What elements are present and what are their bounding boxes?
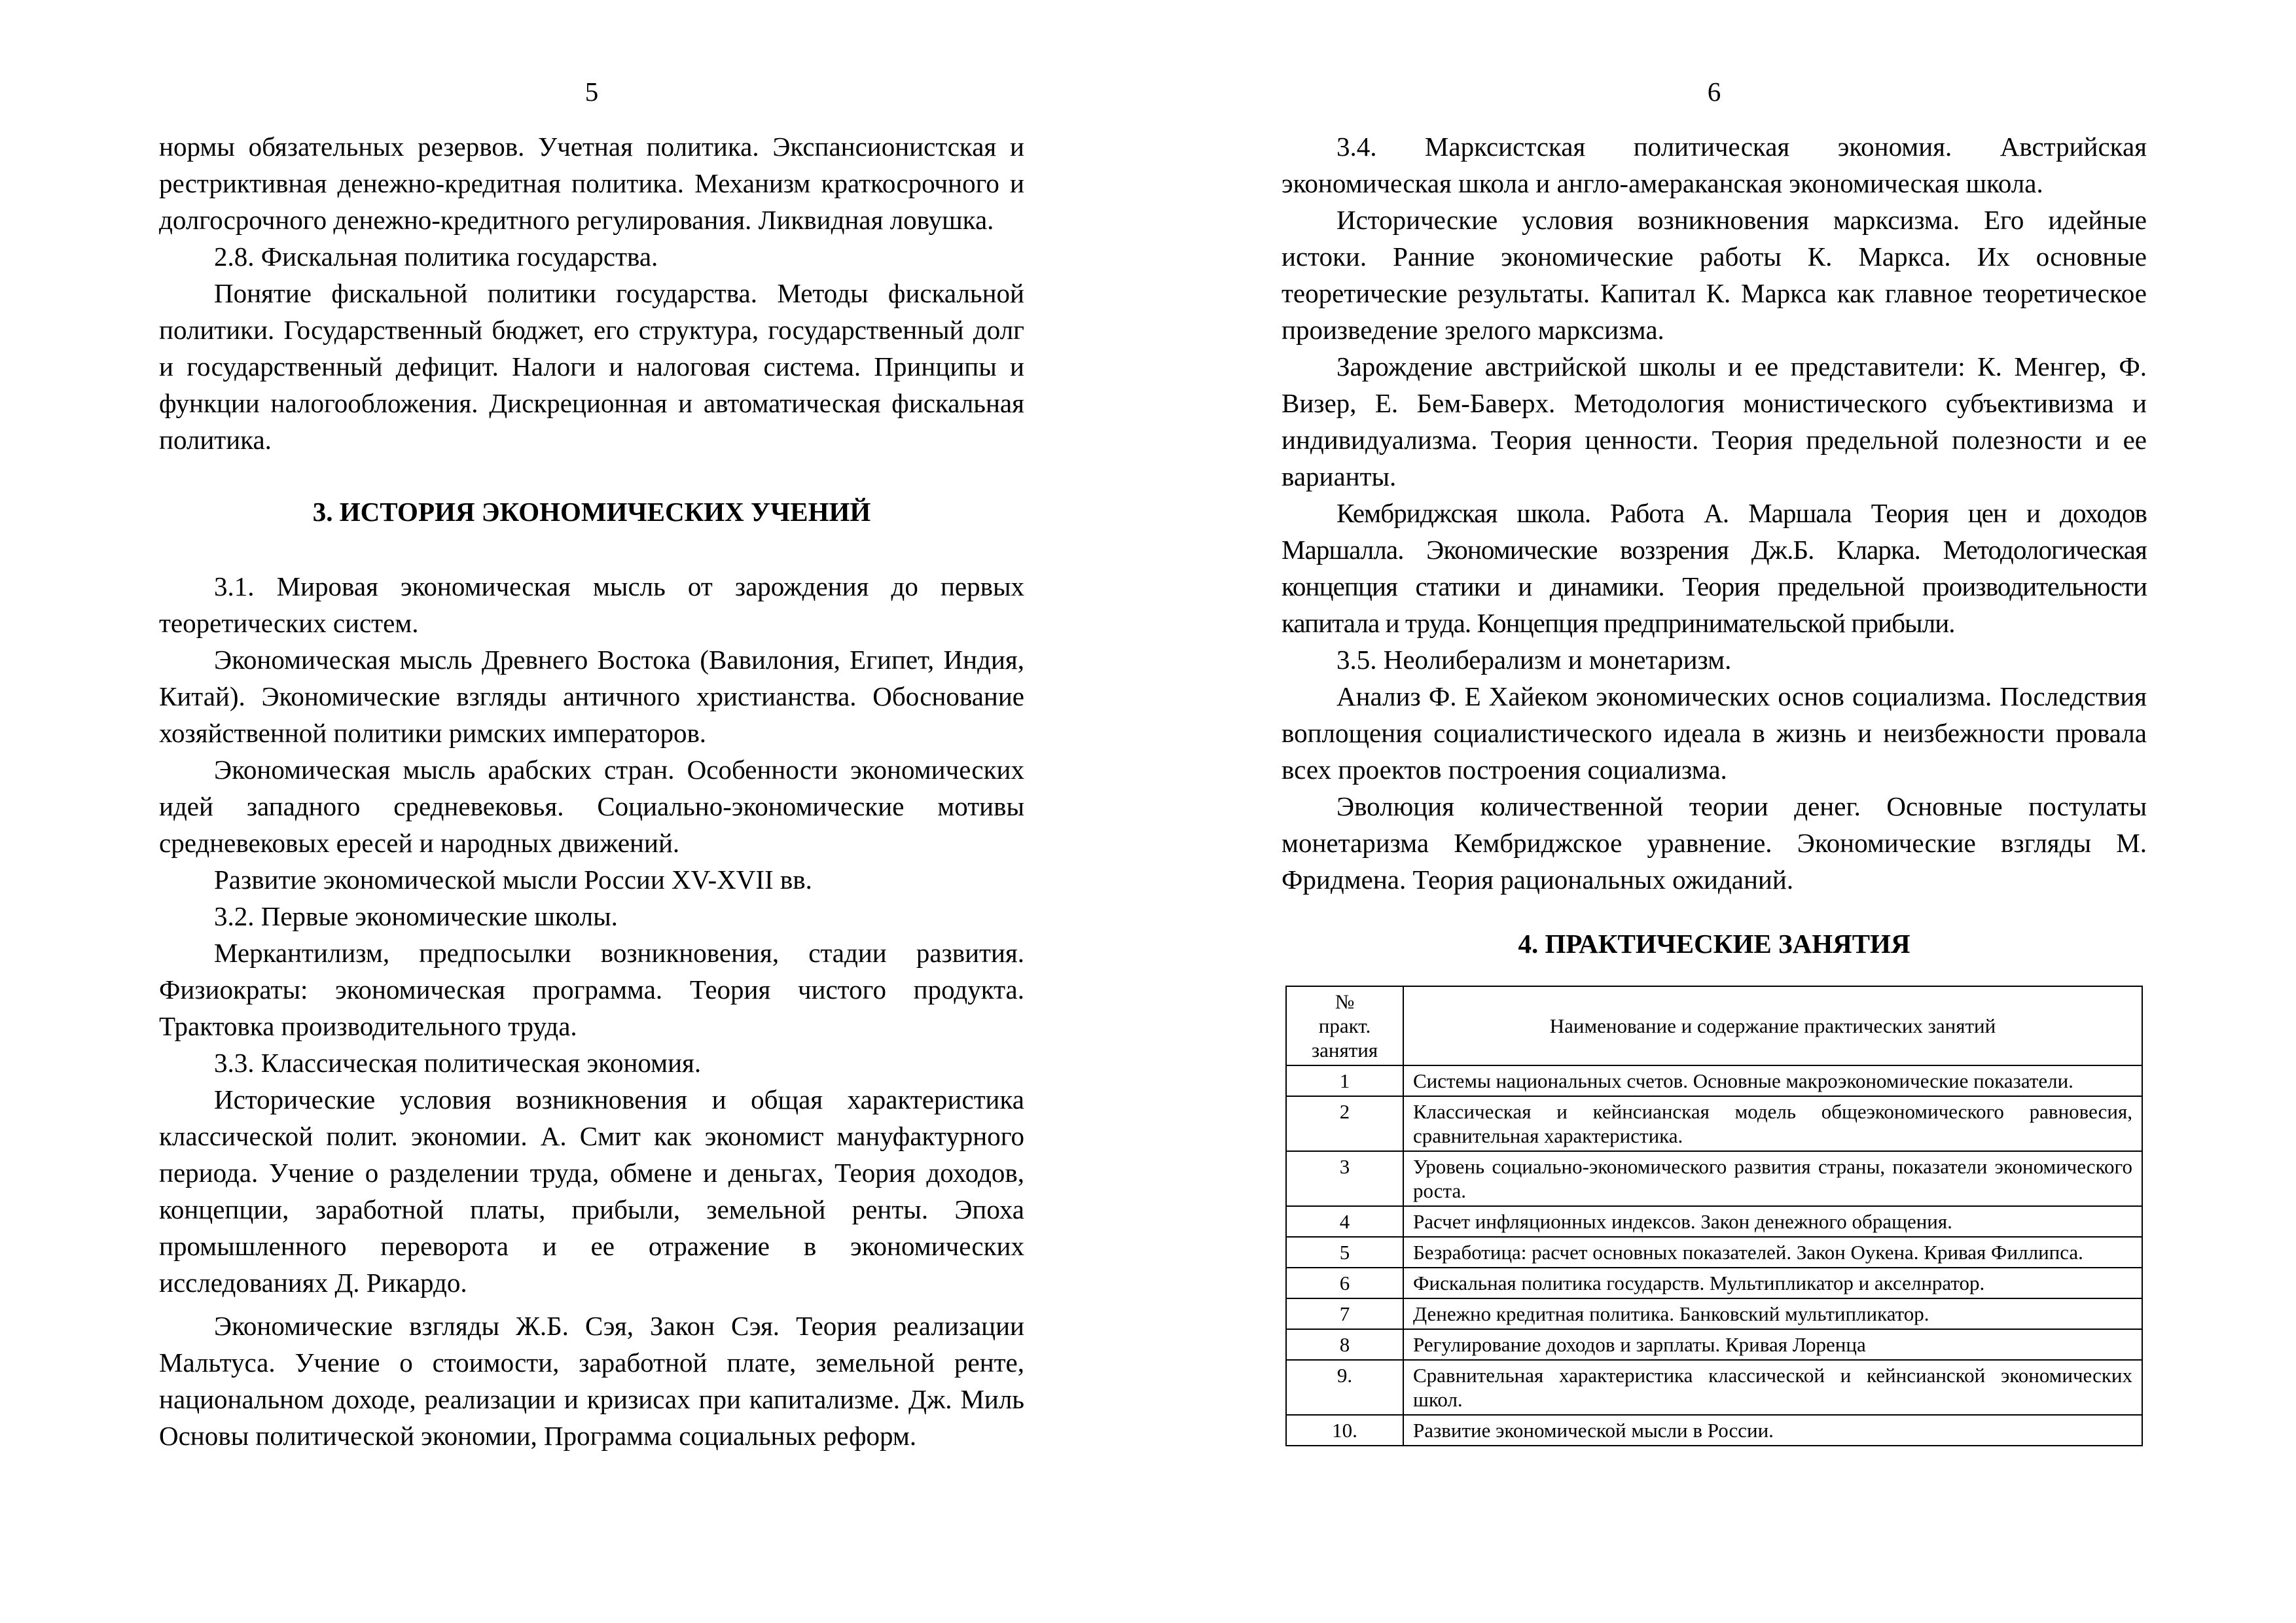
table-header-row xyxy=(1286,986,2142,1065)
row-number: 8 xyxy=(1286,1329,1403,1360)
row-description: Системы национальных счетов. Основные макроэкономические показатели. xyxy=(1403,1065,2142,1096)
row-description: Сравнительная характеристика классической и кейнсианской экономических школ. xyxy=(1403,1360,2142,1415)
left-page xyxy=(159,0,1024,1623)
table-header-desc: Наименование и содержание практических занятий xyxy=(1403,986,2142,1065)
table-row xyxy=(1286,1268,2142,1298)
subsection-title: 2.8. Фискальная политика государства. xyxy=(214,241,658,272)
row-description: Регулирование доходов и зарплаты. Кривая Лоренца xyxy=(1403,1329,2142,1360)
row-number: 1 xyxy=(1286,1065,1403,1096)
paragraph: Развитие экономической мысли России XV-XVII вв. xyxy=(214,865,812,895)
table-row xyxy=(1286,1360,2142,1415)
subsection-title: 3.2. Первые экономические школы. xyxy=(214,901,618,931)
paragraph: Экономические взгляды Ж.Б. Сэя, Закон Сэя. Теория реализации Мальтуса. Учение о стоимости, заработной плате, земельной ренте, национальном доходе, реализации и кризисах при капитализме. Дж. Миль Основы политической экономии, Программа социальных реформ. xyxy=(159,1311,1024,1451)
table-row xyxy=(1286,1415,2142,1446)
paragraph: нормы обязательных резервов. Учетная политика. Экспансионистская и рестриктивная денежно-кредитная политика. Механизм краткосрочного и долгосрочного денежно-кредитного регулирования. Ликвидная ловушка. xyxy=(159,132,1024,235)
row-number: 7 xyxy=(1286,1298,1403,1329)
row-number: 3 xyxy=(1286,1151,1403,1206)
right-page-content xyxy=(1282,128,2147,1446)
paragraph: Зарождение австрийской школы и ее представители: К. Менгер, Ф. Визер, Е. Бем-Баверх. Методология монистического субъективизма и индивидуализма. Теория ценности. Теория предельной полезности и ее варианты. xyxy=(1282,351,2147,491)
paragraph: Экономическая мысль арабских стран. Особенности экономических идей западного средневековья. Социально-экономические мотивы средневековых ересей и народных движений. xyxy=(159,755,1024,858)
table-header-num xyxy=(1286,986,1403,1065)
subsection-title: 3.5. Неолиберализм и монетаризм. xyxy=(1336,645,1732,675)
table-row xyxy=(1286,1151,2142,1206)
header-num-line: № xyxy=(1335,990,1355,1013)
subsection-title: 3.4. Марксистская политическая экономия. Австрийская экономическая школа и англо-амераканская экономическая школа. xyxy=(1282,132,2147,198)
paragraph: Кембриджская школа. Работа А. Маршала Теория цен и доходов Маршалла. Экономические воззрения Дж.Б. Кларка. Методологическая концепция статики и динамики. Теория предельной производительности капитала и труда. Концепция предпринимательской прибыли. xyxy=(1282,498,2147,638)
paragraph: Эволюция количественной теории денег. Основные постулаты монетаризма Кембриджское уравнение. Экономические взгляды М. Фридмена. Теория рациональных ожиданий. xyxy=(1282,791,2147,895)
section-heading-3: 3. ИСТОРИЯ ЭКОНОМИЧЕСКИХ УЧЕНИЙ xyxy=(312,497,871,527)
paragraph: Исторические условия возникновения и общая характеристика классической полит. экономии. А. Смит как экономист мануфактурного периода. Учение о разделении труда, обмене и деньгах, Теория доходов, концепции, заработной платы, прибыли, земельной ренты. Эпоха промышленного переворота и ее отражение в экономических исследованиях Д. Рикардо. xyxy=(159,1084,1024,1298)
paragraph: Анализ Ф. Е Хайеком экономических основ социализма. Последствия воплощения социалистического идеала в жизнь и неизбежности провала всех проектов построения социализма. xyxy=(1282,681,2147,785)
table-row xyxy=(1286,1298,2142,1329)
page-number-left: 5 xyxy=(584,77,599,107)
row-description: Фискальная политика государств. Мультипликатор и акселнратор. xyxy=(1403,1268,2142,1298)
paragraph: Экономическая мысль Древнего Востока (Вавилония, Египет, Индия, Китай). Экономические взгляды античного христианства. Обоснование хозяйственной политики римских императоров. xyxy=(159,645,1024,748)
row-number: 6 xyxy=(1286,1268,1403,1298)
row-number: 5 xyxy=(1286,1237,1403,1268)
table-row xyxy=(1286,1065,2142,1096)
subsection-title: 3.3. Классическая политическая экономия. xyxy=(214,1048,702,1078)
row-description: Уровень социально-экономического развития страны, показатели экономического роста. xyxy=(1403,1151,2142,1206)
paragraph: Исторические условия возникновения марксизма. Его идейные истоки. Ранние экономические работы К. Маркса. Их основные теоретические результаты. Капитал К. Маркса как главное теоретическое произведение зрелого марксизма. xyxy=(1282,205,2147,345)
table-row xyxy=(1286,1096,2142,1151)
row-number: 9. xyxy=(1286,1360,1403,1415)
header-num-line: практ. xyxy=(1318,1014,1371,1037)
subsection-title: 3.1. Мировая экономическая мысль от зарождения до первых теоретических систем. xyxy=(159,571,1024,638)
row-description: Расчет инфляционных индексов. Закон денежного обращения. xyxy=(1403,1206,2142,1237)
practice-table xyxy=(1285,986,2143,1446)
table-row xyxy=(1286,1206,2142,1237)
header-num-line: занятия xyxy=(1311,1039,1378,1061)
right-page xyxy=(1282,0,2147,1623)
page-number-right: 6 xyxy=(1707,77,1721,107)
paragraph: Понятие фискальной политики государства. Методы фискальной политики. Государственный бюджет, его структура, государственный долг и государственный дефицит. Налоги и налоговая система. Принципы и функции налогообложения. Дискреционная и автоматическая фискальная политика. xyxy=(159,278,1024,455)
row-number: 10. xyxy=(1286,1415,1403,1446)
row-description: Развитие экономической мысли в России. xyxy=(1403,1415,2142,1446)
row-description: Классическая и кейнсианская модель общеэкономического равновесия, сравнительная характеристика. xyxy=(1403,1096,2142,1151)
row-number: 4 xyxy=(1286,1206,1403,1237)
row-number: 2 xyxy=(1286,1096,1403,1151)
paragraph: Меркантилизм, предпосылки возникновения, стадии развития. Физиократы: экономическая программа. Теория чистого продукта. Трактовка производительного труда. xyxy=(159,938,1024,1041)
row-description: Безработица: расчет основных показателей. Закон Оукена. Кривая Филлипса. xyxy=(1403,1237,2142,1268)
left-page-content xyxy=(159,128,1024,1454)
table-row xyxy=(1286,1329,2142,1360)
row-description: Денежно кредитная политика. Банковский мультипликатор. xyxy=(1403,1298,2142,1329)
section-heading-4: 4. ПРАКТИЧЕСКИЕ ЗАНЯТИЯ xyxy=(1518,929,1910,959)
table-row xyxy=(1286,1237,2142,1268)
